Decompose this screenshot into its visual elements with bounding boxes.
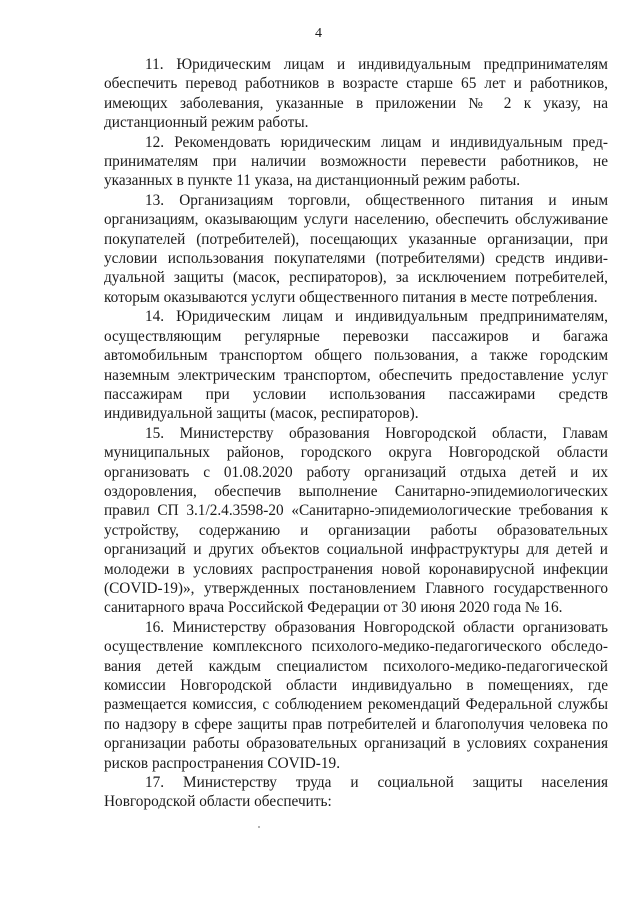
paragraph-14: 14. Юридическим лицам и индивидуальным предпринимателям, осуществляющим регулярные перевозки пассажиров и багажа автомобильным транспортом общего пользования, а также городским наземным электрическим транспортом, обеспечить предоставление услуг пассажирам при условии использования пассажирами средств индивидуальной защиты (масок, респираторов). [104, 308, 608, 423]
paragraph-12: 12. Рекомендовать юридическим лицам и индивидуальным предпринимателям при наличии возможности перевести работников, не указанных в пункте 11 указа, на дистанционный режим работы. [104, 133, 608, 190]
paragraph-15: 15. Министерству образования Новгородской области, Главам муниципальных районов, городского округа Новгородской области организовать с 01.08.2020 работу организаций отдыха детей и их оздоровления, обеспечив выполнение Санитарно-эпидемиологических правил СП 3.1/2.4.3598-20 «Санитарно-эпидемиологические требования к устройству, содержанию и организации работы образовательных организаций и других объектов социальной инфраструктуры для детей и молодежи в условиях распространения новой коронавирусной инфекции (COVID-19)», утвержденных постановлением Главного государственного санитарного врача Российской Федерации от 30 июня 2020 года № 16. [104, 424, 608, 617]
document-body [104, 55, 608, 812]
page-number: 4 [315, 26, 322, 41]
paragraph-17: 17. Министерству труда и социальной защиты населения Новгородской области обеспечить: [104, 774, 608, 811]
paragraph-16: 16. Министерству образования Новгородской области организовать осуществление комплексного психолого-медико-педагогического обследования детей каждым специалистом психолого-медико-педагогической комиссии Новгородской области индивидуально в помещениях, где размещается комиссия, с соблюдением рекомендаций Федеральной службы по надзору в сфере защиты прав потребителей и благополучия человека по организации работы образовательных организаций в условиях сохранения рисков распространения COVID-19. [104, 618, 608, 772]
paragraph-11: 11. Юридическим лицам и индивидуальным предпринимателям обеспечить перевод работников в возрасте старше 65 лет и работников, имеющих заболевания, указанные в приложении № 2 к указу, на дистанционный режим работы. [104, 56, 608, 132]
paragraph-13: 13. Организациям торговли, общественного питания и иным организациям, оказывающим услуги населению, обеспечить обслуживание покупателей (потребителей), посещающих указанные организации, при условии использования покупателями (потребителями) средств индивидуальной защиты (масок, респираторов), за исключением потребителей, которым оказываются услуги общественного питания в месте потребления. [104, 191, 608, 306]
scan-artifact-dot [258, 826, 260, 828]
